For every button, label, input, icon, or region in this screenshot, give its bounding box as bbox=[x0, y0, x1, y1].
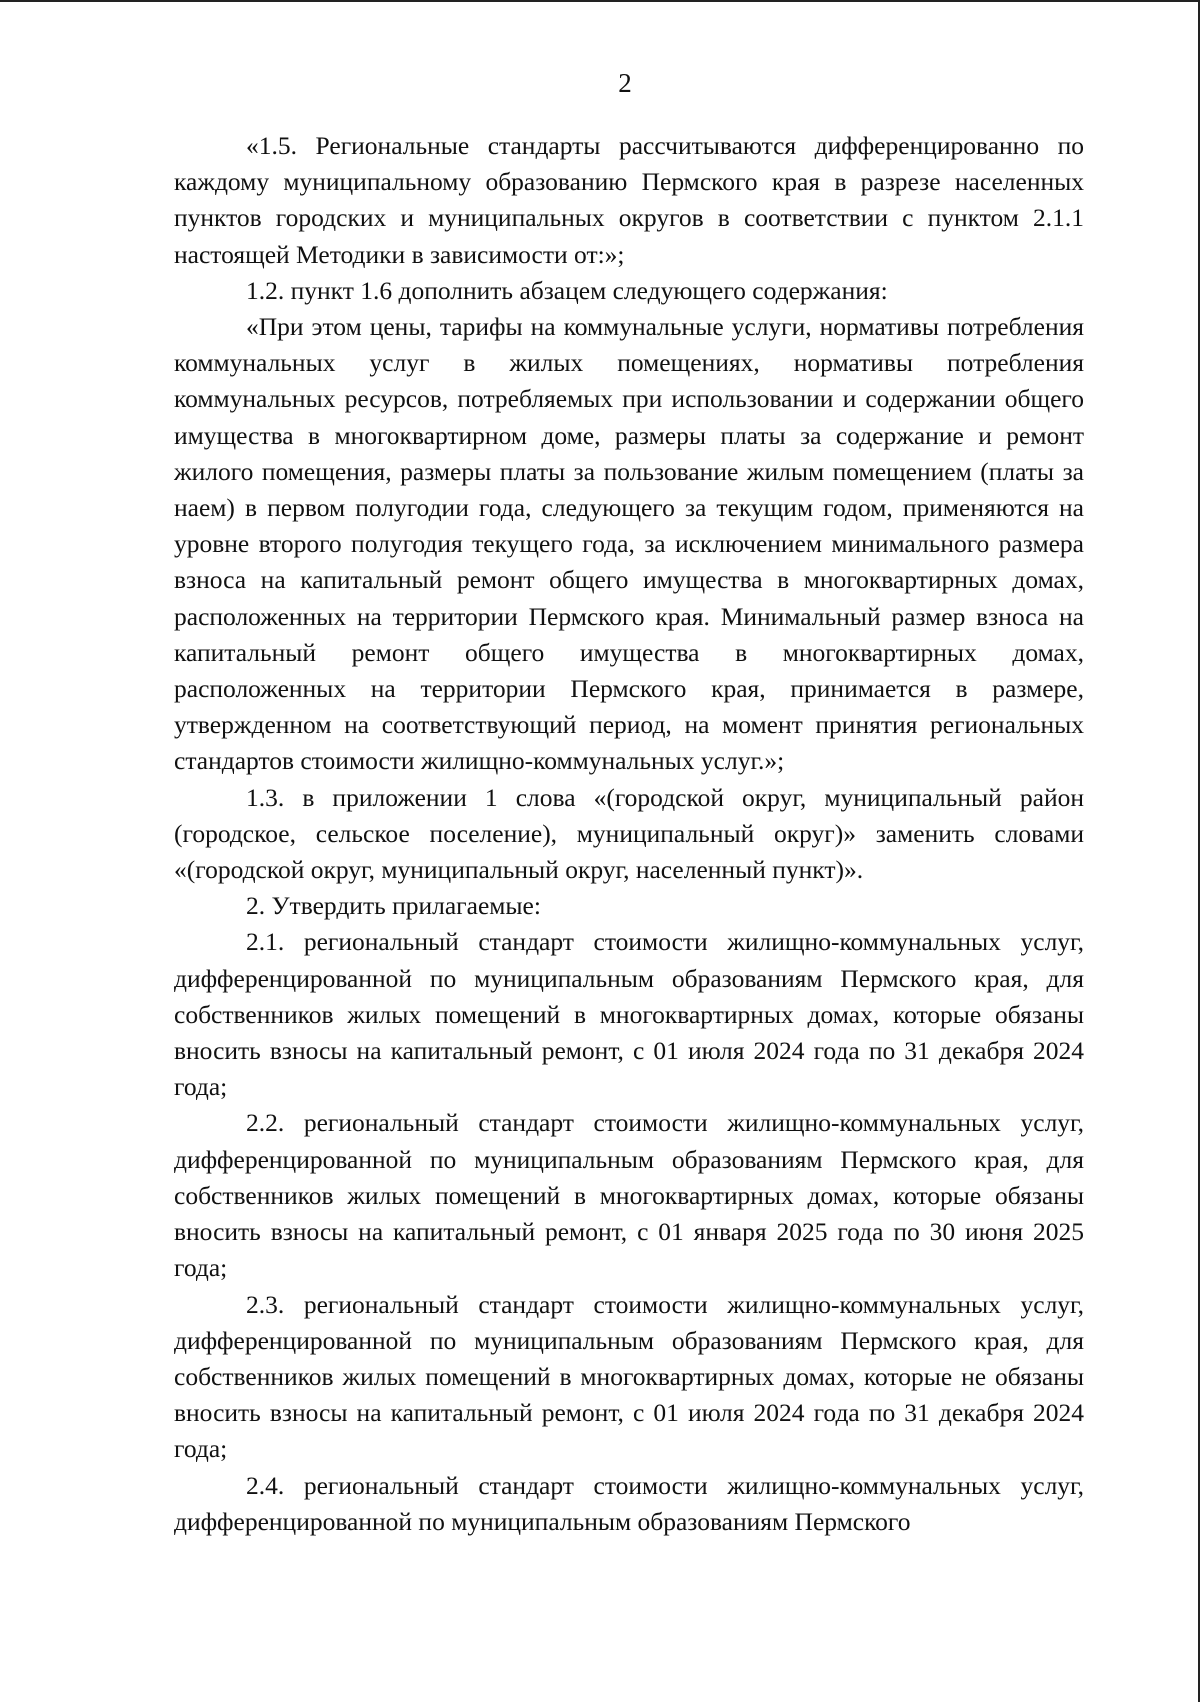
paragraph-1-3: 1.3. в приложении 1 слова «(городской округ, муниципальный район (городское, сельское поселение), муниципальный округ)» заменить словами «(городской округ, муниципальный округ, населенный пункт)». bbox=[174, 782, 1084, 885]
paragraph-1-2: 1.2. пункт 1.6 дополнить абзацем следующего содержания: bbox=[246, 275, 888, 305]
paragraph-2-3: 2.3. региональный стандарт стоимости жилищно-коммунальных услуг, дифференцированной по муниципальным образованиям Пермского края, для собственников жилых помещений в многоквартирных домах, которые не обязаны вносить взносы на капитальный ремонт, с 01 июля 2024 года по 31 декабря 2024 года; bbox=[174, 1289, 1084, 1464]
paragraph-2-4: 2.4. региональный стандарт стоимости жилищно-коммунальных услуг, дифференцированной по муниципальным образованиям Пермского bbox=[174, 1470, 1084, 1536]
paragraph-1-2-text: «При этом цены, тарифы на коммунальные услуги, нормативы потребления коммунальных услуг в жилых помещениях, нормативы потребления коммунальных ресурсов, потребляемых при использовании и содержании общего имущества в многоквартирном доме, размеры платы за содержание и ремонт жилого помещения, размеры платы за пользование жилым помещением (платы за наем) в первом полугодии года, следующего за текущим годом, применяются на уровне второго полугодия текущего года, за исключением минимального размера взноса на капитальный ремонт общего имущества в многоквартирных домах, расположенных на территории Пермского края. Минимальный размер взноса на капитальный ремонт общего имущества в многоквартирных домах, расположенных на территории Пермского края, принимается в размере, утвержденном на соответствующий период, на момент принятия региональных стандартов стоимости жилищно-коммунальных услуг.»; bbox=[174, 312, 1084, 776]
document-body bbox=[174, 128, 1084, 1540]
paragraph-2-1: 2.1. региональный стандарт стоимости жилищно-коммунальных услуг, дифференцированной по муниципальным образованиям Пермского края, для собственников жилых помещений в многоквартирных домах, которые обязаны вносить взносы на капитальный ремонт, с 01 июля 2024 года по 31 декабря 2024 года; bbox=[174, 927, 1084, 1102]
paragraph-1-5-text: «1.5. Региональные стандарты рассчитываются дифференцированно по каждому муниципальному образованию Пермского края в разрезе населенных пунктов городских и муниципальных округов в соответствии с пунктом 2.1.1 настоящей Методики в зависимости от:»; bbox=[174, 131, 1084, 269]
paragraph-2: 2. Утвердить прилагаемые: bbox=[246, 891, 541, 921]
page-number: 2 bbox=[618, 68, 632, 98]
paragraph-2-2: 2.2. региональный стандарт стоимости жилищно-коммунальных услуг, дифференцированной по муниципальным образованиям Пермского края, для собственников жилых помещений в многоквартирных домах, которые обязаны вносить взносы на капитальный ремонт, с 01 января 2025 года по 30 июня 2025 года; bbox=[174, 1108, 1084, 1283]
